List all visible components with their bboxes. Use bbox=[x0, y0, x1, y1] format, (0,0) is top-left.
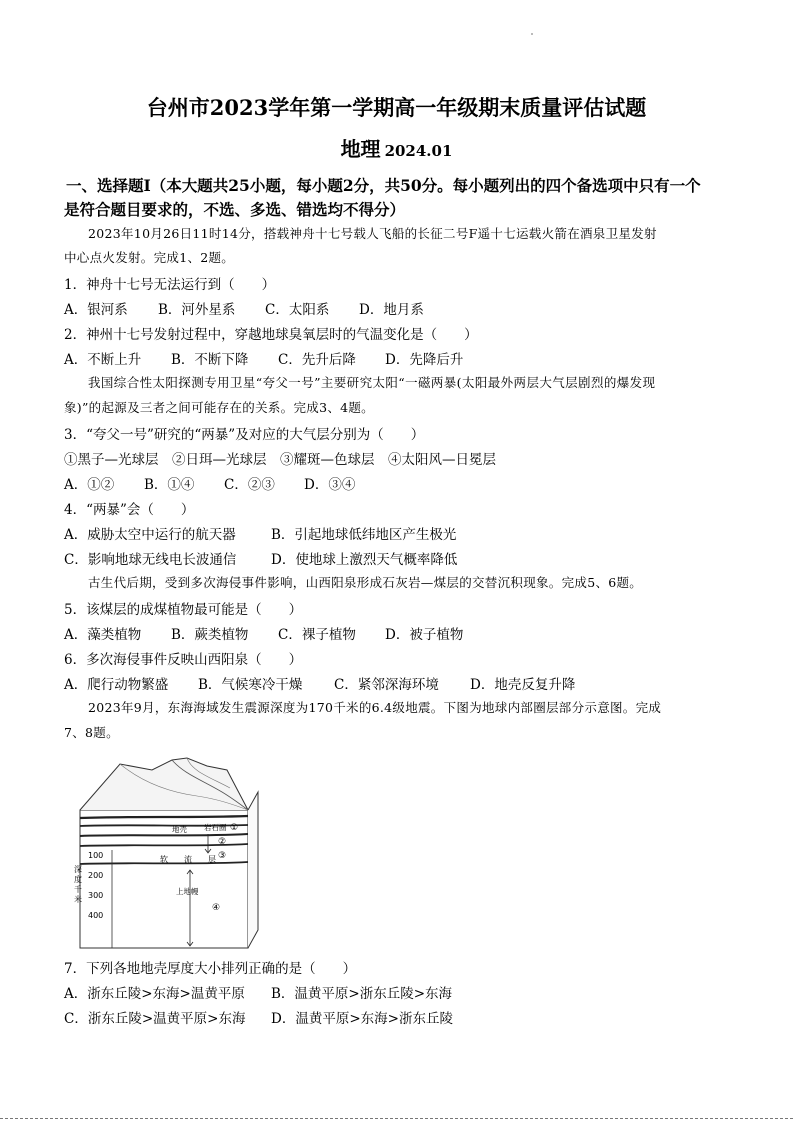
depth-tick-300: 300 bbox=[88, 891, 104, 900]
subject-label: 地理 bbox=[340, 137, 381, 161]
passage1-line1: 2023年10月26日11时14分，搭载神舟十七号载人飞船的长征二号F遥十七运载火箭在酒泉卫星发射 bbox=[88, 226, 657, 241]
exam-subtitle bbox=[0, 133, 793, 162]
section-heading-line1: 一、选择题Ⅰ（本大题共25小题，每小题2分，共50分。每小题列出的四个备选项中只有一个 bbox=[66, 176, 701, 195]
crust-label: 地壳 bbox=[172, 825, 187, 834]
q5-option-b[interactable]: B．蕨类植物 bbox=[171, 627, 249, 643]
mark-4: ④ bbox=[212, 903, 221, 913]
depth-tick-200: 200 bbox=[88, 871, 104, 880]
section-heading-line2: 是符合题目要求的，不选、多选、错选均不得分） bbox=[64, 200, 406, 219]
depth-axis-label: 深度千米 bbox=[74, 865, 82, 904]
q6-option-b[interactable]: B．气候寒冷干燥 bbox=[198, 677, 303, 693]
asthenosphere-char-2: 流 bbox=[184, 855, 192, 864]
lithosphere-label: 岩石圈 bbox=[204, 823, 227, 832]
passage4-line2: 7、8题。 bbox=[64, 725, 119, 740]
q3-items: ①黑子—光球层 ②日珥—光球层 ③耀斑—色球层 ④太阳风—日冕层 bbox=[64, 452, 496, 468]
q6-option-a[interactable]: A．爬行动物繁盛 bbox=[64, 677, 169, 693]
q3-option-d[interactable]: D．③④ bbox=[304, 477, 356, 493]
passage3-line1: 古生代后期，受到多次海侵事件影响，山西阳泉形成石灰岩—煤层的交替沉积现象。完成5、6题。 bbox=[88, 575, 643, 590]
mark-3: ③ bbox=[218, 851, 227, 861]
q1-option-d[interactable]: D．地月系 bbox=[359, 302, 424, 318]
passage2-line2: 象)”的起源及三者之间可能存在的关系。完成3、4题。 bbox=[64, 400, 374, 415]
q1-option-a[interactable]: A．银河系 bbox=[64, 302, 128, 318]
q3-option-a[interactable]: A．①② bbox=[64, 477, 115, 493]
q5-stem: 5．该煤层的成煤植物最可能是（ ） bbox=[64, 602, 303, 618]
q2-option-c[interactable]: C．先升后降 bbox=[278, 352, 356, 368]
q2-stem: 2．神州十七号发射过程中，穿越地球臭氧层时的气温变化是（ ） bbox=[64, 327, 478, 343]
depth-tick-400: 400 bbox=[88, 911, 104, 920]
mark-2: ② bbox=[218, 837, 227, 847]
page-bottom-divider bbox=[0, 1118, 793, 1119]
passage1-line2: 中心点火发射。完成1、2题。 bbox=[64, 250, 235, 265]
q6-option-d[interactable]: D．地壳反复升降 bbox=[470, 677, 576, 693]
q4-option-b[interactable]: B．引起地球低纬地区产生极光 bbox=[271, 527, 457, 543]
q6-stem: 6．多次海侵事件反映山西阳泉（ ） bbox=[64, 652, 303, 668]
q7-stem: 7．下列各地地壳厚度大小排列正确的是（ ） bbox=[64, 961, 357, 977]
depth-tick-100: 100 bbox=[88, 851, 104, 860]
q4-stem: 4．“两暴”会（ ） bbox=[64, 502, 195, 518]
q4-option-c[interactable]: C．影响地球无线电长波通信 bbox=[64, 552, 237, 568]
q5-option-c[interactable]: C．裸子植物 bbox=[278, 627, 356, 643]
exam-title: 台州市2023学年第一学期高一年级期末质量评估试题 bbox=[146, 95, 647, 120]
passage4-line1: 2023年9月，东海海域发生震源深度为170千米的6.4级地震。下图为地球内部圈层部分示意图。完成 bbox=[88, 700, 662, 715]
q3-option-c[interactable]: C．②③ bbox=[224, 477, 275, 493]
q4-option-a[interactable]: A．威胁太空中运行的航天器 bbox=[64, 527, 236, 543]
earth-layers-diagram bbox=[72, 752, 262, 952]
q5-option-d[interactable]: D．被子植物 bbox=[385, 627, 464, 643]
asthenosphere-char-3: 层 bbox=[208, 855, 216, 864]
q5-option-a[interactable]: A．藻类植物 bbox=[64, 627, 142, 643]
crust-boundary bbox=[80, 816, 248, 818]
passage2-line1: 我国综合性太阳探测专用卫星“夸父一号”主要研究太阳“一磁两暴(太阳最外两层大气层剧烈的爆发现 bbox=[88, 375, 656, 390]
q7-option-b[interactable]: B．温黄平原>浙东丘陵>东海 bbox=[271, 986, 453, 1002]
q4-option-d[interactable]: D．使地球上激烈天气概率降低 bbox=[271, 552, 458, 568]
scan-dot bbox=[531, 33, 533, 35]
q6-option-c[interactable]: C．紧邻深海环境 bbox=[334, 677, 439, 693]
q2-option-a[interactable]: A．不断上升 bbox=[64, 352, 142, 368]
q7-option-d[interactable]: D．温黄平原>东海>浙东丘陵 bbox=[271, 1011, 453, 1027]
asthenosphere-char-1: 软 bbox=[160, 855, 168, 864]
q7-option-a[interactable]: A．浙东丘陵>东海>温黄平原 bbox=[64, 986, 245, 1002]
q1-stem: 1．神舟十七号无法运行到（ ） bbox=[64, 277, 276, 293]
q1-option-b[interactable]: B．河外星系 bbox=[158, 302, 236, 318]
q1-option-c[interactable]: C．太阳系 bbox=[265, 302, 330, 318]
q2-option-d[interactable]: D．先降后升 bbox=[385, 352, 464, 368]
q7-option-c[interactable]: C．浙东丘陵>温黄平原>东海 bbox=[64, 1011, 246, 1027]
q3-option-b[interactable]: B．①④ bbox=[144, 477, 195, 493]
q3-stem: 3．“夸父一号”研究的“两暴”及对应的大气层分别为（ ） bbox=[64, 427, 425, 443]
exam-date: 2024.01 bbox=[384, 142, 453, 160]
upper-mantle-label: 上地幔 bbox=[176, 887, 199, 896]
mark-1: ① bbox=[230, 823, 239, 833]
q2-option-b[interactable]: B．不断下降 bbox=[171, 352, 249, 368]
